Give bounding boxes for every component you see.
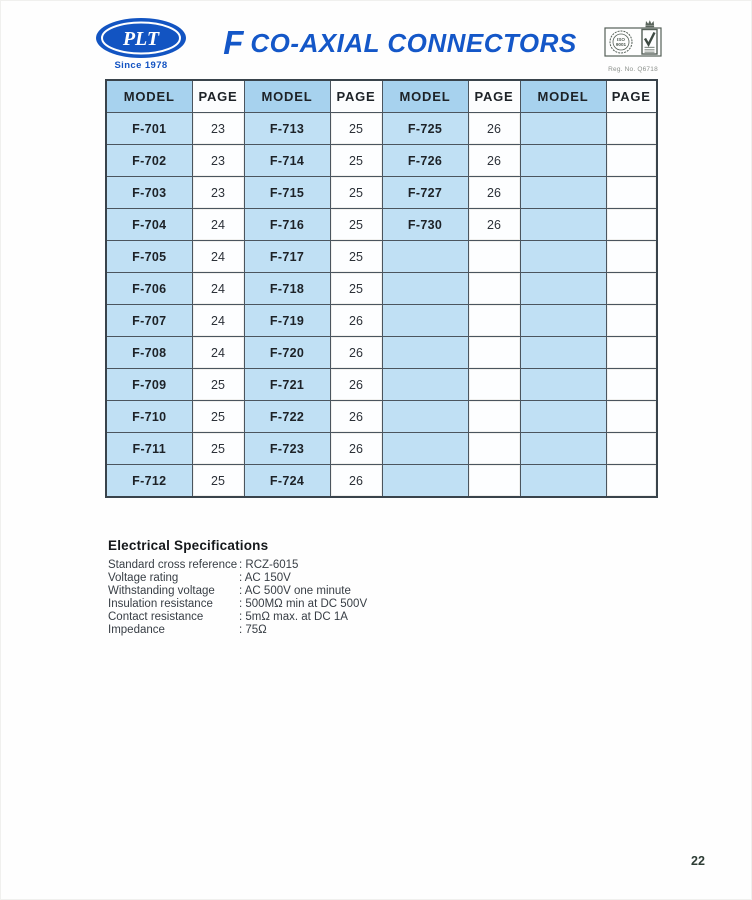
plt-logo	[93, 17, 189, 71]
spec-colon: :	[239, 559, 246, 571]
spec-row	[108, 572, 468, 585]
check-mark-icon	[642, 30, 657, 55]
spec-row	[108, 585, 468, 598]
model-cell: F-717	[244, 241, 330, 273]
table-row	[106, 113, 657, 145]
spec-row	[108, 598, 468, 611]
model-cell: F-722	[244, 401, 330, 433]
model-cell	[520, 209, 606, 241]
page-cell	[606, 241, 657, 273]
table-row	[106, 433, 657, 465]
page-cell	[468, 337, 520, 369]
model-cell: F-712	[106, 465, 192, 498]
model-cell: F-713	[244, 113, 330, 145]
model-header-cell: MODEL	[382, 80, 468, 113]
spec-value: 5mΩ max. at DC 1A	[245, 610, 348, 623]
page-cell: 24	[192, 337, 244, 369]
page-cell: 25	[330, 145, 382, 177]
model-cell	[520, 273, 606, 305]
table-row	[106, 305, 657, 337]
page-cell	[606, 369, 657, 401]
page-header-cell: PAGE	[192, 80, 244, 113]
model-cell	[520, 145, 606, 177]
model-page-table	[105, 79, 658, 498]
page-cell	[468, 241, 520, 273]
model-cell: F-704	[106, 209, 192, 241]
page-cell	[606, 113, 657, 145]
page-cell	[606, 209, 657, 241]
page-title	[200, 24, 600, 62]
iso-9001-seal-icon	[610, 31, 632, 53]
model-cell: F-714	[244, 145, 330, 177]
page-cell: 23	[192, 145, 244, 177]
model-cell	[520, 241, 606, 273]
page-cell	[468, 465, 520, 498]
page-cell: 24	[192, 305, 244, 337]
spec-list	[108, 559, 468, 636]
page-cell	[468, 401, 520, 433]
table-row	[106, 145, 657, 177]
page-cell: 26	[330, 305, 382, 337]
page-cell	[468, 433, 520, 465]
table-row	[106, 369, 657, 401]
page-cell	[606, 401, 657, 433]
page-number: 22	[691, 854, 705, 868]
table-row	[106, 401, 657, 433]
page-cell: 25	[192, 401, 244, 433]
model-header-cell: MODEL	[106, 80, 192, 113]
spec-colon: :	[239, 584, 245, 597]
model-cell	[382, 305, 468, 337]
model-cell	[382, 273, 468, 305]
model-cell: F-715	[244, 177, 330, 209]
model-cell	[520, 465, 606, 498]
spec-colon: :	[239, 610, 246, 623]
crown-icon	[646, 20, 655, 27]
certification-marks	[601, 19, 665, 73]
iso-seal-line1: ISO	[617, 36, 625, 42]
model-header-cell: MODEL	[244, 80, 330, 113]
page-cell: 25	[330, 273, 382, 305]
page-cell	[606, 145, 657, 177]
model-cell: F-718	[244, 273, 330, 305]
page-cell: 25	[330, 177, 382, 209]
spec-label: Standard cross reference	[108, 559, 238, 571]
model-cell: F-723	[244, 433, 330, 465]
page-cell	[606, 433, 657, 465]
model-cell: F-710	[106, 401, 192, 433]
model-cell	[520, 401, 606, 433]
model-cell: F-720	[244, 337, 330, 369]
spec-label: Voltage rating	[108, 571, 179, 584]
page-cell: 24	[192, 241, 244, 273]
model-cell: F-725	[382, 113, 468, 145]
page-cell: 25	[330, 241, 382, 273]
model-cell: F-707	[106, 305, 192, 337]
model-cell	[520, 337, 606, 369]
spec-label: Impedance	[108, 623, 165, 636]
page-cell	[468, 273, 520, 305]
page-cell: 26	[468, 145, 520, 177]
title-rest: CO-AXIAL CONNECTORS	[250, 28, 577, 58]
page-cell: 25	[192, 433, 244, 465]
spec-value: AC 150V	[244, 571, 291, 584]
spec-value: RCZ-6015	[245, 559, 299, 571]
model-cell: F-708	[106, 337, 192, 369]
model-cell: F-719	[244, 305, 330, 337]
model-cell: F-726	[382, 145, 468, 177]
spec-label: Withstanding voltage	[108, 584, 215, 597]
table-row	[106, 273, 657, 305]
model-cell	[520, 369, 606, 401]
iso-seal-line2: 9001	[615, 42, 627, 48]
page-cell: 26	[330, 337, 382, 369]
table-row	[106, 465, 657, 498]
plt-logo-icon	[94, 17, 188, 59]
spec-row	[108, 559, 468, 572]
spec-label: Contact resistance	[108, 610, 204, 623]
model-cell: F-730	[382, 209, 468, 241]
table-row	[106, 241, 657, 273]
electrical-specifications	[108, 538, 468, 636]
model-cell: F-727	[382, 177, 468, 209]
table-row	[106, 177, 657, 209]
model-header-cell: MODEL	[520, 80, 606, 113]
table-row	[106, 337, 657, 369]
page-cell: 26	[468, 113, 520, 145]
model-cell: F-711	[106, 433, 192, 465]
model-cell	[382, 433, 468, 465]
model-cell: F-703	[106, 177, 192, 209]
spec-value: 75Ω	[245, 623, 267, 636]
model-cell	[382, 337, 468, 369]
spec-value: 500MΩ min at DC 500V	[245, 597, 368, 610]
table-row	[106, 209, 657, 241]
page-cell	[606, 273, 657, 305]
model-cell	[520, 113, 606, 145]
page-cell: 26	[468, 209, 520, 241]
model-cell	[520, 177, 606, 209]
model-cell: F-705	[106, 241, 192, 273]
page-header-cell: PAGE	[330, 80, 382, 113]
page-cell: 25	[192, 369, 244, 401]
model-cell	[520, 305, 606, 337]
model-cell	[382, 369, 468, 401]
model-cell	[382, 465, 468, 498]
spec-colon: :	[239, 597, 246, 610]
model-cell	[382, 241, 468, 273]
page-cell: 25	[330, 113, 382, 145]
spec-colon: :	[239, 571, 245, 584]
spec-row	[108, 611, 468, 624]
page-cell: 26	[330, 433, 382, 465]
page-cell: 25	[192, 465, 244, 498]
page-cell: 26	[330, 465, 382, 498]
page-cell: 24	[192, 273, 244, 305]
plt-logo-text: PLT	[122, 28, 160, 50]
page-cell: 26	[330, 401, 382, 433]
spec-value: AC 500V one minute	[244, 584, 351, 597]
page-cell	[606, 465, 657, 498]
table-header-row	[106, 80, 657, 113]
model-cell	[382, 401, 468, 433]
model-cell: F-706	[106, 273, 192, 305]
page-cell	[606, 305, 657, 337]
specs-title: Electrical Specifications	[108, 538, 269, 553]
page-cell: 26	[330, 369, 382, 401]
model-cell: F-716	[244, 209, 330, 241]
model-cell: F-709	[106, 369, 192, 401]
model-cell	[520, 433, 606, 465]
spec-label: Insulation resistance	[108, 597, 213, 610]
model-cell: F-701	[106, 113, 192, 145]
page-cell: 23	[192, 113, 244, 145]
model-cell: F-724	[244, 465, 330, 498]
title-prefix: F	[223, 24, 244, 61]
cert-reg-number: Reg. No. Q6718	[608, 66, 658, 73]
page-cell: 25	[330, 209, 382, 241]
page-cell	[468, 305, 520, 337]
page-cell: 24	[192, 209, 244, 241]
page-header-cell: PAGE	[606, 80, 657, 113]
page-cell: 23	[192, 177, 244, 209]
page-cell	[468, 369, 520, 401]
spec-row	[108, 624, 468, 637]
page-header-cell: PAGE	[468, 80, 520, 113]
certification-icons	[602, 19, 664, 61]
page-cell: 26	[468, 177, 520, 209]
page-cell	[606, 177, 657, 209]
logo-tagline: Since 1978	[114, 60, 168, 71]
page-cell	[606, 337, 657, 369]
spec-colon: :	[239, 623, 246, 636]
model-cell: F-721	[244, 369, 330, 401]
model-cell: F-702	[106, 145, 192, 177]
